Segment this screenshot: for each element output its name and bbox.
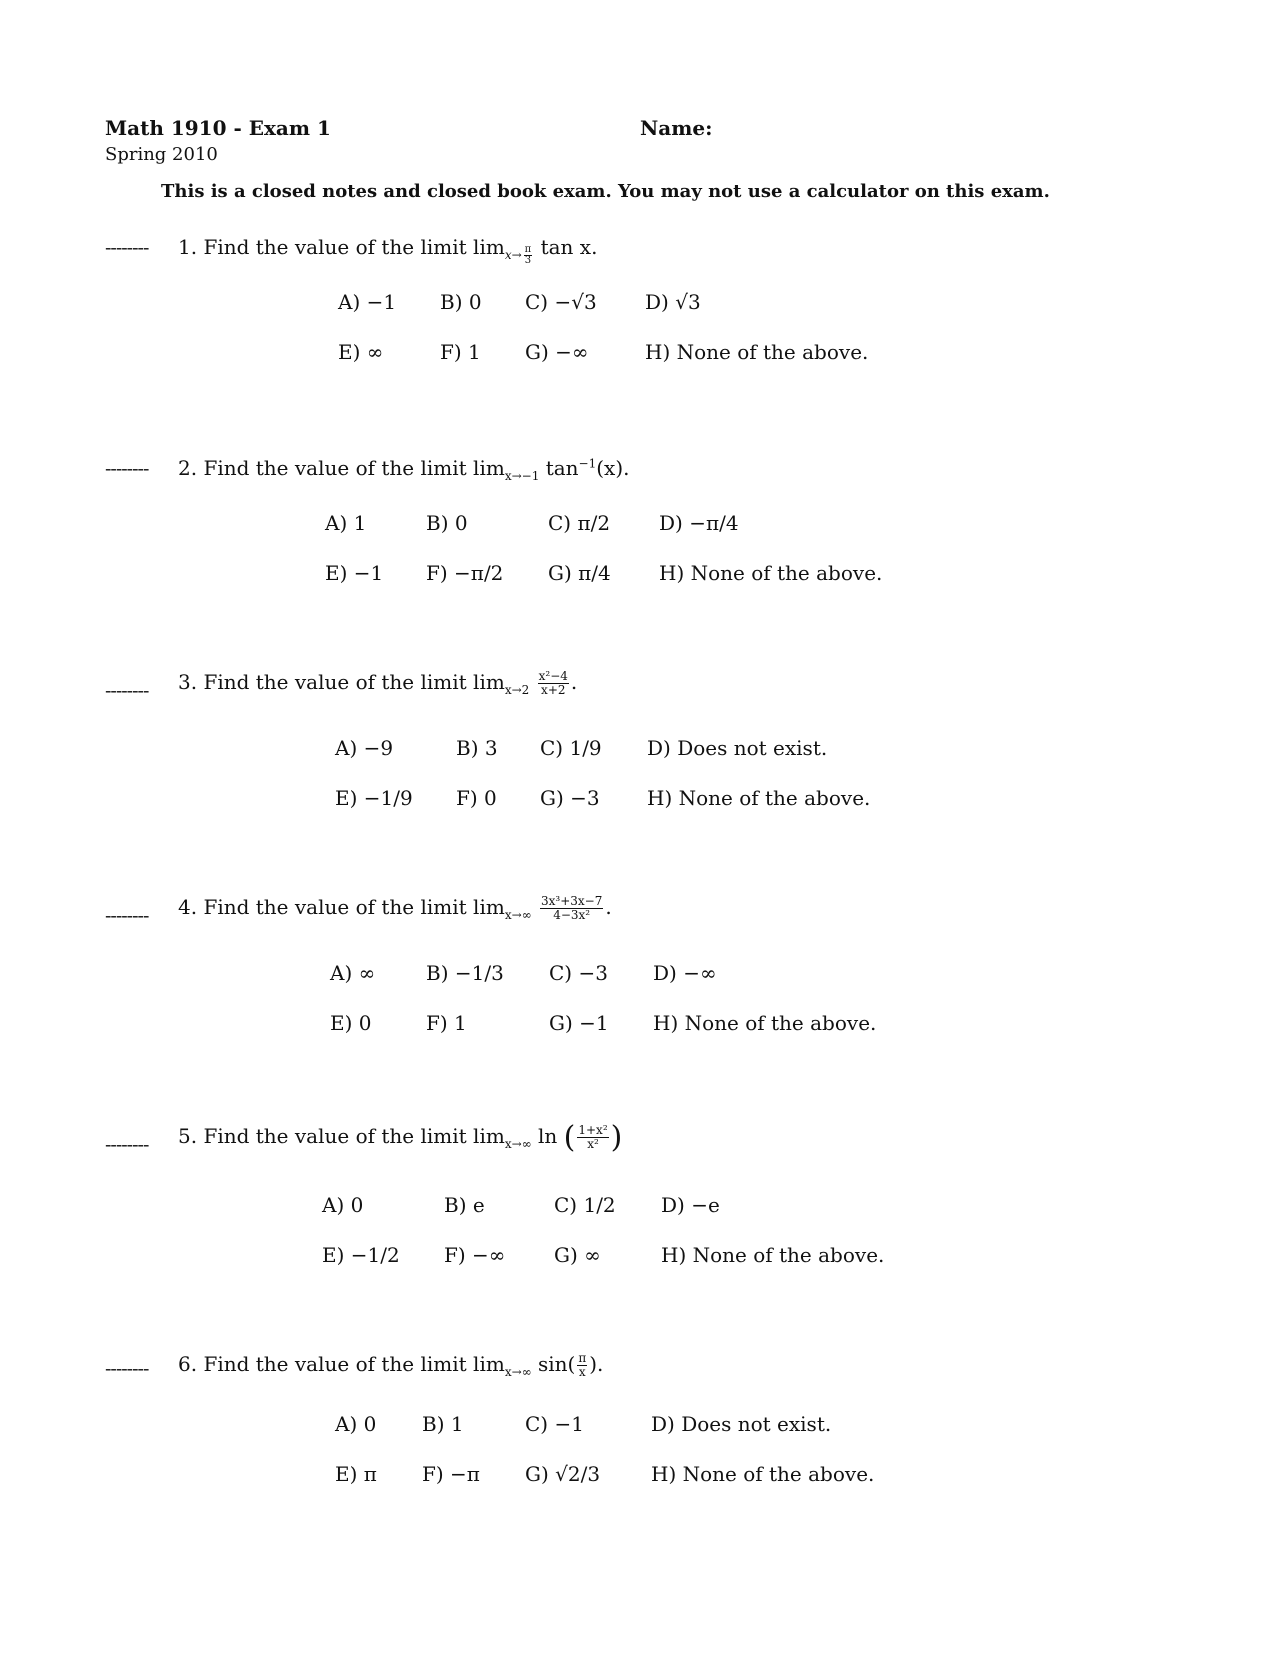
- option-6g: G) √2/3: [525, 1462, 601, 1486]
- option-3f: F) 0: [456, 786, 497, 810]
- option-4e: E) 0: [330, 1011, 372, 1035]
- option-4g: G) −1: [549, 1011, 609, 1035]
- answer-blank-6[interactable]: --------: [105, 1358, 149, 1380]
- question-prompt: Find the value of the limit: [203, 895, 467, 919]
- question-6: 6. Find the value of the limit $\lim_{x\to\infty} \sin$( $\frac{\pi}{x}$ ).: [178, 1351, 604, 1379]
- option-1f: F) 1: [440, 340, 481, 364]
- lim-subscript: x→ π 3: [504, 243, 532, 266]
- exam-instructions: This is a closed notes and closed book exam. You may not use a calculator on this exam.: [161, 181, 1050, 202]
- question-2: 2. Find the value of the limit $\lim_{x\to-1} \tan^{-1}(x)$.: [178, 456, 630, 483]
- open-paren: (: [563, 1120, 576, 1155]
- option-1d: D) √3: [645, 290, 701, 314]
- question-1: 1. Find the value of the limit $\lim_{x\to \frac{\pi}{3}}$ tan x.: [178, 235, 598, 266]
- option-2h: H) None of the above.: [659, 561, 883, 585]
- option-5a: A) 0: [322, 1193, 364, 1217]
- lim-operator: lim: [473, 456, 505, 480]
- limit-fraction: $\frac{\text{x²−4}}{x+2}$: [538, 669, 568, 697]
- limit-fraction: $\frac{\pi}{x}$: [578, 1351, 587, 1379]
- limit-fraction: $\frac{\text{3x³+3x−7}}{\text{4−3x²}}$: [541, 894, 603, 922]
- lim-subscript: x→∞: [504, 1137, 532, 1151]
- question-prompt: Find the value of the limit: [203, 1352, 467, 1376]
- option-1a: A) −1: [338, 290, 397, 314]
- option-5g: G) ∞: [554, 1243, 601, 1267]
- option-6h: H) None of the above.: [651, 1462, 875, 1486]
- lim-subscript: x→∞: [504, 1365, 532, 1379]
- option-2c: C) π/2: [548, 511, 611, 535]
- limit-fraction: $\frac{\text{1+x²}}{\text{x²}}$: [578, 1123, 608, 1151]
- question-number: 6.: [178, 1352, 198, 1376]
- option-6d: D) Does not exist.: [651, 1412, 832, 1436]
- exam-term: Spring 2010: [105, 144, 218, 165]
- lim-operator: lim: [473, 235, 505, 259]
- option-2f: F) −π/2: [426, 561, 504, 585]
- limit-expression: $\tan^{-1}(x)$: [545, 456, 624, 480]
- option-1g: G) −∞: [525, 340, 589, 364]
- answer-blank-2[interactable]: --------: [105, 458, 149, 480]
- exam-title: Math 1910 - Exam 1: [105, 116, 331, 140]
- question-number: 1.: [178, 235, 198, 259]
- option-3a: A) −9: [335, 736, 394, 760]
- option-2b: B) 0: [426, 511, 468, 535]
- option-6a: A) 0: [335, 1412, 377, 1436]
- option-6f: F) −π: [422, 1462, 480, 1486]
- question-3: 3. Find the value of the limit $\lim_{x\to 2}$ $\frac{\text{x²−4}}{x+2}$ .: [178, 669, 578, 697]
- option-1h: H) None of the above.: [645, 340, 869, 364]
- lim-operator: lim: [473, 1124, 505, 1148]
- lim-operator: lim: [473, 670, 505, 694]
- option-3g: G) −3: [540, 786, 600, 810]
- question-number: 3.: [178, 670, 198, 694]
- option-3d: D) Does not exist.: [647, 736, 828, 760]
- option-5f: F) −∞: [444, 1243, 506, 1267]
- option-4h: H) None of the above.: [653, 1011, 877, 1035]
- option-5b: B) e: [444, 1193, 485, 1217]
- question-number: 5.: [178, 1124, 198, 1148]
- question-5: [178, 1120, 622, 1155]
- question-number: 2.: [178, 456, 198, 480]
- option-3e: E) −1/9: [335, 786, 413, 810]
- answer-blank-5[interactable]: --------: [105, 1134, 149, 1156]
- option-1b: B) 0: [440, 290, 482, 314]
- answer-blank-3[interactable]: --------: [105, 680, 149, 702]
- option-5d: D) −e: [661, 1193, 720, 1217]
- answer-blank-1[interactable]: --------: [105, 237, 149, 259]
- option-6e: E) π: [335, 1462, 377, 1486]
- limit-function: sin(: [538, 1352, 576, 1376]
- option-2a: A) 1: [325, 511, 367, 535]
- option-3c: C) 1/9: [540, 736, 602, 760]
- option-3b: B) 3: [456, 736, 498, 760]
- option-3h: H) None of the above.: [647, 786, 871, 810]
- answer-blank-4[interactable]: --------: [105, 905, 149, 927]
- question-number: 4.: [178, 895, 198, 919]
- question-prompt: Find the value of the limit: [203, 235, 467, 259]
- lim-subscript: x→∞: [504, 908, 532, 922]
- lim-subscript: x→−1: [504, 469, 540, 483]
- option-5h: H) None of the above.: [661, 1243, 885, 1267]
- option-2g: G) π/4: [548, 561, 611, 585]
- option-4f: F) 1: [426, 1011, 467, 1035]
- option-2d: D) −π/4: [659, 511, 739, 535]
- question-4: 4. Find the value of the limit $\lim_{x\to\infty}$ $\frac{\text{3x³+3x−7}}{\text{4−3x²}}$ .: [178, 894, 612, 922]
- limit-function: ln: [538, 1124, 558, 1148]
- option-4c: C) −3: [549, 961, 608, 985]
- option-1c: C) −√3: [525, 290, 597, 314]
- option-2e: E) −1: [325, 561, 384, 585]
- question-prompt: Find the value of the limit: [203, 670, 467, 694]
- option-4a: A) ∞: [330, 961, 376, 985]
- close-paren: ): [610, 1120, 623, 1155]
- option-5e: E) −1/2: [322, 1243, 400, 1267]
- name-label: Name:: [640, 116, 713, 140]
- lim-operator: lim: [473, 1352, 505, 1376]
- limit-expression: tan x: [540, 235, 592, 259]
- option-1e: E) ∞: [338, 340, 384, 364]
- option-4b: B) −1/3: [426, 961, 504, 985]
- lim-operator: lim: [473, 895, 505, 919]
- question-prompt: Find the value of the limit: [203, 1124, 467, 1148]
- option-6c: C) −1: [525, 1412, 584, 1436]
- option-5c: C) 1/2: [554, 1193, 616, 1217]
- lim-subscript: x→2: [504, 683, 530, 697]
- option-6b: B) 1: [422, 1412, 464, 1436]
- option-4d: D) −∞: [653, 961, 717, 985]
- question-prompt: Find the value of the limit: [203, 456, 467, 480]
